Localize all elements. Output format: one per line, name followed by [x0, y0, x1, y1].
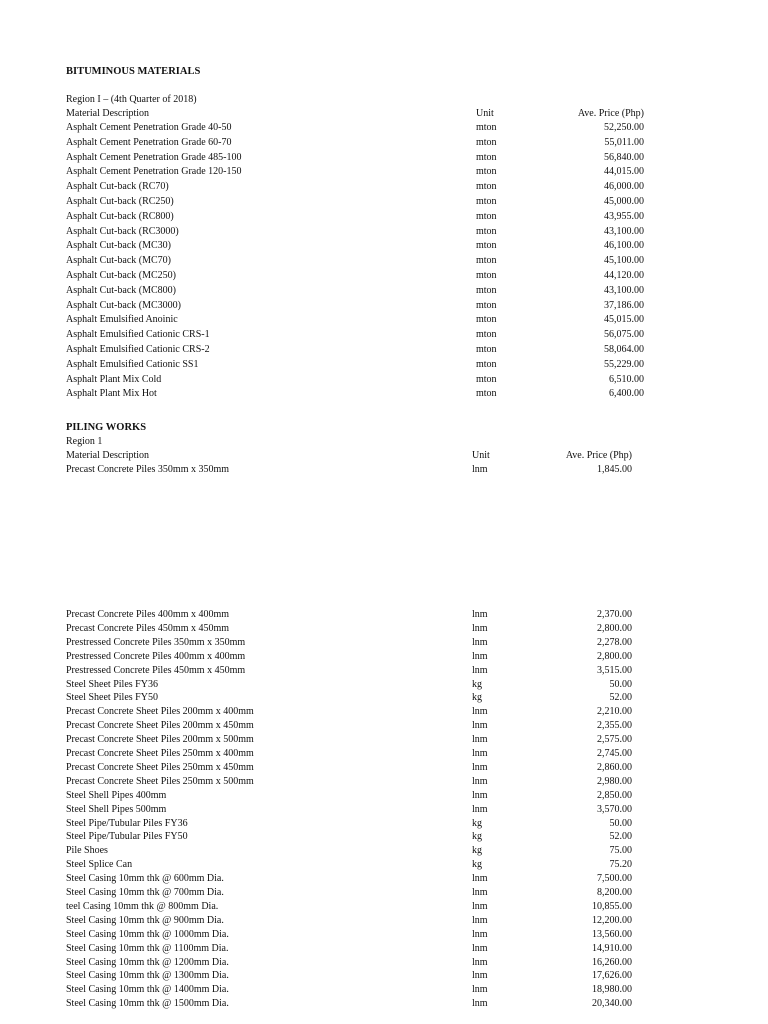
table-row [0, 314, 768, 328]
cell-description: Steel Casing 10mm thk @ 1300mm Dia. [66, 970, 229, 982]
table-row [0, 122, 768, 136]
cell-description: Asphalt Cut-back (RC70) [66, 181, 169, 193]
cell-unit: lnm [472, 775, 488, 787]
cell-unit: lnm [472, 650, 488, 662]
cell-description: Steel Pipe/Tubular Piles FY50 [66, 831, 188, 843]
cell-description: Asphalt Emulsified Anoinic [66, 314, 178, 326]
table-row [0, 957, 768, 971]
cell-unit: lnm [472, 956, 488, 968]
cell-description: Steel Sheet Piles FY36 [66, 678, 158, 690]
cell-price: 55,011.00 [604, 136, 644, 148]
cell-description: Prestressed Concrete Piles 450mm x 450mm [66, 664, 246, 676]
table-row [0, 388, 768, 402]
cell-unit: kg [472, 678, 482, 690]
cell-unit: mton [476, 344, 497, 355]
cell-description: teel Casing 10mm thk @ 800mm Dia. [66, 900, 219, 912]
table-row [0, 137, 768, 151]
cell-unit: kg [472, 831, 482, 843]
cell-price: 6,400.00 [609, 388, 644, 400]
cell-price: 43,955.00 [604, 210, 644, 222]
cell-price: 56,840.00 [604, 151, 644, 163]
table-row [0, 915, 768, 929]
cell-price: 2,980.00 [597, 775, 632, 787]
cell-price: 2,745.00 [597, 748, 632, 759]
cell-unit: lnm [472, 873, 488, 885]
header-price: Ave. Price (Php) [577, 108, 644, 119]
cell-description: Prestressed Concrete Piles 400mm x 400mm [66, 650, 246, 662]
cell-unit: lnm [472, 998, 488, 1010]
cell-description: Steel Casing 10mm thk @ 1400mm Dia. [66, 984, 229, 996]
cell-unit: mton [476, 270, 497, 281]
cell-price: 50.00 [609, 678, 632, 690]
cell-unit: lnm [472, 734, 488, 746]
cell-price: 12,200.00 [592, 914, 632, 926]
table-row [0, 344, 768, 358]
cell-description: Precast Concrete Piles 450mm x 450mm [66, 622, 230, 634]
cell-price: 2,278.00 [597, 636, 632, 648]
cell-description: Steel Casing 10mm thk @ 1200mm Dia. [66, 956, 229, 968]
table-row [0, 845, 768, 859]
cell-description: Steel Splice Can [66, 859, 133, 871]
cell-price: 44,120.00 [604, 270, 644, 281]
cell-description: Precast Concrete Sheet Piles 200mm x 400mm [66, 706, 254, 718]
cell-unit: lnm [472, 984, 488, 996]
cell-description: Asphalt Cement Penetration Grade 120-150 [66, 166, 242, 178]
cell-description: Steel Shell Pipes 500mm [66, 803, 167, 815]
cell-unit: lnm [472, 942, 488, 954]
cell-unit: mton [476, 240, 497, 252]
table-row [0, 270, 768, 284]
cell-description: Precast Concrete Sheet Piles 200mm x 450mm [66, 720, 254, 732]
header-price: Ave. Price (Php) [565, 450, 632, 461]
cell-price: 18,980.00 [592, 984, 632, 996]
cell-unit: lnm [472, 789, 488, 801]
cell-price: 3,570.00 [597, 803, 632, 815]
cell-unit: mton [476, 284, 497, 296]
cell-price: 44,015.00 [604, 166, 644, 178]
cell-description: Steel Pipe/Tubular Piles FY36 [66, 817, 188, 829]
table-header [0, 108, 768, 122]
cell-description: Asphalt Emulsified Cationic SS1 [66, 358, 199, 370]
table-row [0, 285, 768, 299]
cell-description: Asphalt Cut-back (MC250) [66, 270, 176, 281]
cell-description: Precast Concrete Piles 400mm x 400mm [66, 609, 230, 620]
cell-price: 75.20 [609, 859, 632, 871]
cell-price: 2,370.00 [597, 609, 632, 620]
cell-description: Asphalt Plant Mix Cold [66, 373, 162, 385]
cell-unit: lnm [472, 803, 488, 815]
cell-unit: kg [472, 859, 482, 871]
cell-description: Steel Casing 10mm thk @ 1500mm Dia. [66, 998, 229, 1010]
cell-unit: mton [476, 255, 497, 267]
table-row [0, 152, 768, 166]
header-unit: Unit [472, 450, 490, 461]
table-row [0, 359, 768, 373]
cell-price: 7,500.00 [597, 873, 632, 885]
cell-price: 45,100.00 [604, 255, 644, 267]
table-row [0, 255, 768, 269]
table-row [0, 329, 768, 343]
cell-price: 2,575.00 [597, 734, 632, 746]
cell-unit: mton [476, 122, 497, 133]
table-row [0, 901, 768, 915]
cell-price: 20,340.00 [592, 998, 632, 1010]
cell-price: 2,210.00 [597, 706, 632, 718]
table-row [0, 734, 768, 748]
table-row [0, 166, 768, 180]
table-row [0, 790, 768, 804]
table-row [0, 623, 768, 637]
cell-description: Precast Concrete Sheet Piles 250mm x 400mm [66, 748, 254, 759]
cell-price: 46,100.00 [604, 240, 644, 252]
cell-description: Prestressed Concrete Piles 350mm x 350mm [66, 636, 246, 648]
table-row [0, 998, 768, 1012]
table-row [0, 748, 768, 762]
cell-price: 43,100.00 [604, 225, 644, 237]
cell-unit: lnm [472, 914, 488, 926]
cell-description: Precast Concrete Piles 350mm x 350mm [66, 464, 230, 475]
section-heading: PILING WORKS [66, 422, 147, 433]
table-row [0, 692, 768, 706]
cell-unit: mton [476, 181, 497, 193]
cell-unit: mton [476, 136, 497, 148]
cell-unit: mton [476, 373, 497, 385]
cell-price: 37,186.00 [604, 299, 644, 311]
table-row [0, 929, 768, 943]
cell-unit: mton [476, 210, 497, 222]
region-label: Region 1 [66, 436, 103, 447]
cell-description: Asphalt Cut-back (RC250) [66, 196, 174, 207]
table-row [0, 211, 768, 225]
table-row [0, 887, 768, 901]
cell-description: Pile Shoes [66, 845, 108, 857]
cell-price: 1,845.00 [597, 464, 632, 475]
cell-price: 14,910.00 [592, 942, 632, 954]
cell-unit: mton [476, 151, 497, 163]
cell-price: 8,200.00 [597, 887, 632, 898]
cell-unit: lnm [472, 636, 488, 648]
cell-price: 2,355.00 [597, 720, 632, 732]
table-header [0, 450, 768, 464]
cell-description: Steel Shell Pipes 400mm [66, 789, 167, 801]
cell-unit: lnm [472, 622, 488, 634]
cell-price: 13,560.00 [592, 928, 632, 940]
cell-price: 75.00 [609, 845, 632, 857]
cell-unit: mton [476, 299, 497, 311]
table-row [0, 943, 768, 957]
cell-price: 10,855.00 [592, 900, 632, 912]
cell-price: 45,015.00 [604, 314, 644, 326]
cell-description: Asphalt Emulsified Cationic CRS-2 [66, 344, 210, 355]
section-heading: BITUMINOUS MATERIALS [66, 66, 201, 77]
cell-price: 52.00 [609, 831, 632, 843]
cell-price: 58,064.00 [604, 344, 644, 355]
cell-unit: lnm [472, 664, 488, 676]
cell-price: 16,260.00 [592, 956, 632, 968]
table-row [0, 637, 768, 651]
cell-unit: mton [476, 314, 497, 326]
cell-unit: mton [476, 196, 497, 207]
table-row [0, 609, 768, 623]
cell-description: Precast Concrete Sheet Piles 250mm x 450mm [66, 761, 254, 773]
cell-price: 2,860.00 [597, 761, 632, 773]
cell-unit: mton [476, 166, 497, 178]
table-row [0, 706, 768, 720]
table-row [0, 196, 768, 210]
cell-description: Asphalt Cement Penetration Grade 60-70 [66, 136, 232, 148]
cell-unit: mton [476, 225, 497, 237]
cell-unit: kg [472, 817, 482, 829]
cell-unit: kg [472, 845, 482, 857]
table-row [0, 651, 768, 665]
cell-price: 3,515.00 [597, 664, 632, 676]
header-unit: Unit [476, 108, 494, 119]
table-row [0, 831, 768, 845]
cell-price: 52,250.00 [604, 122, 644, 133]
cell-description: Steel Sheet Piles FY50 [66, 692, 158, 704]
cell-unit: lnm [472, 748, 488, 759]
table-row [0, 226, 768, 240]
cell-description: Asphalt Cement Penetration Grade 485-100 [66, 151, 242, 163]
cell-unit: lnm [472, 970, 488, 982]
cell-price: 17,626.00 [592, 970, 632, 982]
cell-unit: mton [476, 388, 497, 400]
table-row [0, 804, 768, 818]
cell-description: Asphalt Cut-back (MC30) [66, 240, 171, 252]
table-row [0, 240, 768, 254]
cell-description: Asphalt Emulsified Cationic CRS-1 [66, 329, 210, 341]
cell-description: Steel Casing 10mm thk @ 700mm Dia. [66, 887, 224, 898]
table-row [0, 665, 768, 679]
cell-unit: lnm [472, 464, 488, 475]
cell-description: Asphalt Plant Mix Hot [66, 388, 157, 400]
header-description: Material Description [66, 108, 150, 119]
cell-description: Steel Casing 10mm thk @ 900mm Dia. [66, 914, 224, 926]
cell-description: Steel Casing 10mm thk @ 1000mm Dia. [66, 928, 229, 940]
cell-description: Asphalt Cut-back (MC70) [66, 255, 171, 267]
cell-description: Steel Casing 10mm thk @ 600mm Dia. [66, 873, 224, 885]
cell-price: 55,229.00 [604, 358, 644, 370]
table-row [0, 679, 768, 693]
cell-description: Asphalt Cut-back (MC3000) [66, 299, 181, 311]
cell-unit: mton [476, 358, 497, 370]
cell-price: 46,000.00 [604, 181, 644, 193]
cell-price: 2,800.00 [597, 622, 632, 634]
table-row [0, 859, 768, 873]
cell-description: Asphalt Cut-back (RC3000) [66, 225, 179, 237]
cell-description: Precast Concrete Sheet Piles 250mm x 500mm [66, 775, 254, 787]
cell-price: 45,000.00 [604, 196, 644, 207]
table-row [0, 776, 768, 790]
cell-unit: lnm [472, 887, 488, 898]
cell-price: 2,800.00 [597, 650, 632, 662]
cell-description: Steel Casing 10mm thk @ 1100mm Dia. [66, 942, 229, 954]
table-row [0, 300, 768, 314]
table-row [0, 464, 768, 478]
cell-unit: mton [476, 329, 497, 341]
table-row [0, 720, 768, 734]
cell-description: Asphalt Cement Penetration Grade 40-50 [66, 122, 232, 133]
table-row [0, 984, 768, 998]
table-row [0, 374, 768, 388]
table-row [0, 970, 768, 984]
cell-price: 52.00 [609, 692, 632, 704]
cell-price: 43,100.00 [604, 284, 644, 296]
cell-price: 6,510.00 [609, 373, 644, 385]
table-row [0, 818, 768, 832]
table-row [0, 762, 768, 776]
cell-price: 50.00 [609, 817, 632, 829]
cell-unit: lnm [472, 609, 488, 620]
header-description: Material Description [66, 450, 150, 461]
cell-description: Asphalt Cut-back (RC800) [66, 210, 174, 222]
cell-unit: lnm [472, 761, 488, 773]
cell-unit: lnm [472, 900, 488, 912]
region-label: Region I – (4th Quarter of 2018) [66, 94, 197, 105]
cell-price: 2,850.00 [597, 789, 632, 801]
cell-unit: lnm [472, 928, 488, 940]
table-row [0, 181, 768, 195]
cell-unit: kg [472, 692, 482, 704]
cell-price: 56,075.00 [604, 329, 644, 341]
cell-description: Precast Concrete Sheet Piles 200mm x 500mm [66, 734, 254, 746]
cell-description: Asphalt Cut-back (MC800) [66, 284, 176, 296]
cell-unit: lnm [472, 720, 488, 732]
cell-unit: lnm [472, 706, 488, 718]
table-row [0, 873, 768, 887]
